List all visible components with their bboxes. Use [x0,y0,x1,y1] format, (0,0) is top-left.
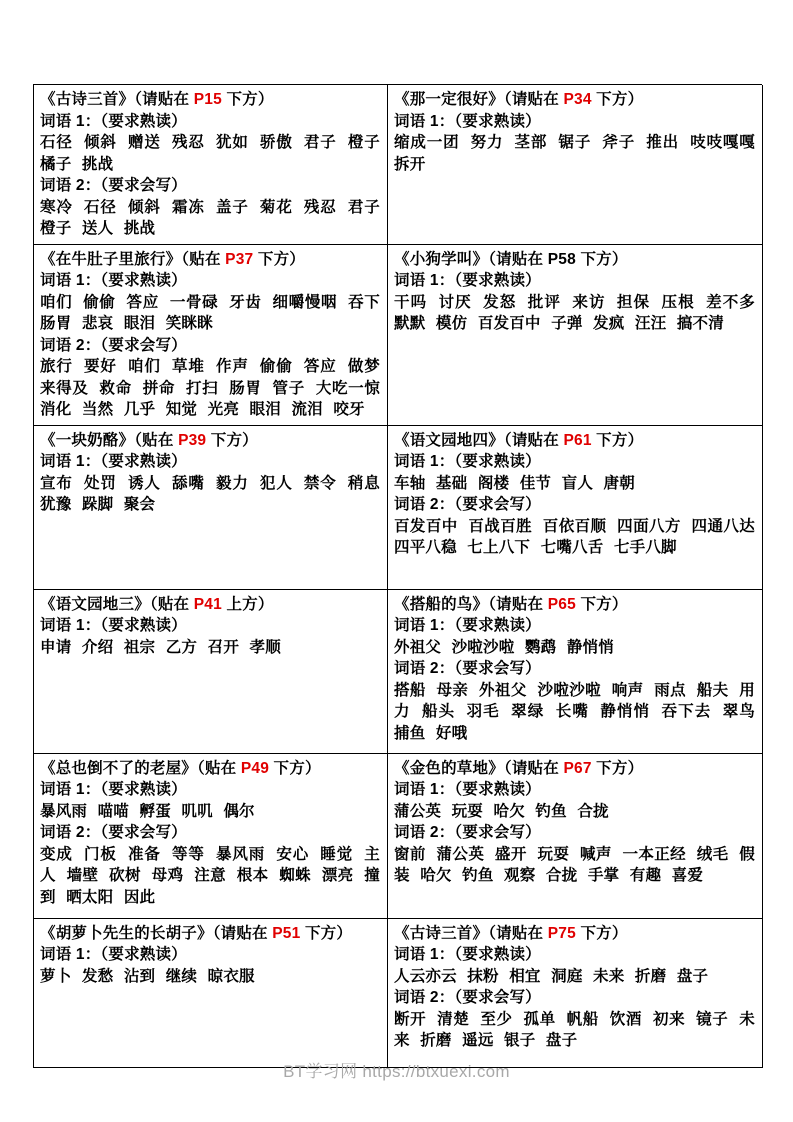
lesson-title-text: 《一块奶酪》（贴在 [40,431,179,449]
lesson-cell [34,426,388,590]
word-list: 蒲公英 玩耍 哈欠 钓鱼 合拢 [394,802,609,820]
word-list: 搭船 母亲 外祖父 沙啦沙啦 响声 雨点 船夫 用力 船头 羽毛 翠绿 长嘴 静悄悄 吞下去 翠鸟 捕鱼 好哦 [394,681,755,742]
watermark-footer [0,1057,793,1082]
lesson-title [40,430,380,452]
word-list-label: 词语 2：（要求会写） [394,496,541,513]
word-list-label: 词语 1：（要求熟读） [394,617,541,634]
lesson-title [394,249,755,271]
page-ref: P58 [547,250,576,268]
lesson-title-text: 《古诗三首》（请贴在 [40,91,194,108]
lesson-title-suffix: 下方） [575,924,628,942]
page-ref: P39 [178,431,207,449]
word-list: 萝卜 发愁 沾到 继续 晾衣服 [40,967,255,985]
lesson-title-suffix: 上方） [221,595,274,613]
lesson-title-suffix: 下方） [591,431,644,449]
page-ref: P75 [547,924,576,942]
lesson-title-suffix: 下方） [575,595,628,613]
page-ref: P61 [563,431,592,449]
lesson-cell [388,919,763,1068]
table-row [34,85,762,245]
lesson-cell [34,245,388,426]
lesson-cell [34,754,388,919]
lesson-title [40,89,380,111]
word-list-label: 词语 2：（要求会写） [40,336,187,354]
word-list-label: 词语 1：（要求熟读） [40,781,187,798]
lesson-title [394,923,755,945]
lesson-title [394,89,755,111]
word-list: 变成 门板 准备 等等 暴风雨 安心 睡觉 主人 墙壁 砍树 母鸡 注意 根本 蜘蛛 漂亮 撞到 晒太阳 因此 [40,845,380,906]
word-list-label: 词语 1：（要求熟读） [394,272,541,289]
page-ref: P65 [547,595,576,613]
page-ref: P49 [240,759,270,777]
lesson-title-text: 《语文园地四》（请贴在 [394,431,564,449]
lesson-title-text: 《语文园地三》（贴在 [40,595,194,613]
word-list: 旅行 要好 咱们 草堆 作声 偷偷 答应 做梦 来得及 救命 拼命 打扫 肠胃 管子 大吃一惊 消化 当然 几乎 知觉 光亮 眼泪 流泪 咬牙 [40,358,380,418]
word-list: 缩成一团 努力 茎部 锯子 斧子 推出 吱吱嘎嘎 拆开 [394,134,755,173]
word-list-label: 词语 2：（要求会写） [394,989,541,1006]
word-list-label: 词语 2：（要求会写） [394,660,541,677]
lesson-cell [388,426,763,590]
word-list-label: 词语 2：（要求会写） [40,824,187,841]
word-list-label: 词语 1：（要求熟读） [40,617,187,634]
page-ref: P15 [193,91,222,108]
word-list-label: 词语 1：（要求熟读） [394,453,541,470]
word-list: 暴风雨 喵喵 孵蛋 叽叽 偶尔 [40,802,255,820]
lesson-cell [388,754,763,919]
lesson-title-text: 《总也倒不了的老屋》（贴在 [40,759,241,777]
word-list: 申请 介绍 祖宗 乙方 召开 孝顺 [40,638,281,656]
lesson-title [40,249,380,271]
lesson-title [40,594,380,616]
word-list: 干吗 讨厌 发怒 批评 来访 担保 压根 差不多 默默 模仿 百发百中 子弹 发疯 汪汪 搞不清 [394,293,755,332]
word-list: 车轴 基础 阁楼 佳节 盲人 唐朝 [394,474,635,492]
word-list-label: 词语 1：（要求熟读） [394,781,541,798]
word-list: 石径 倾斜 赠送 残忍 犹如 骄傲 君子 橙子 橘子 挑战 [40,134,380,173]
word-list: 咱们 偷偷 答应 一骨碌 牙齿 细嚼慢咽 吞下 肠胃 悲哀 眼泪 笑眯眯 [40,293,380,332]
lesson-title-text: 《金色的草地》（请贴在 [394,759,564,777]
lesson-title-suffix: 下方） [591,91,644,108]
lesson-title-suffix: 下方） [221,91,274,108]
table-row [34,754,762,919]
word-list-label: 词语 1：（要求熟读） [40,946,187,963]
table-row [34,590,762,754]
lesson-title-suffix: 下方） [300,924,353,942]
lesson-title [40,923,380,945]
lesson-title-suffix: 下方） [206,431,258,449]
word-list-label: 词语 1：（要求熟读） [40,272,187,289]
word-list: 外祖父 沙啦沙啦 鹦鹉 静悄悄 [394,638,614,656]
word-list-label: 词语 1：（要求熟读） [40,112,187,130]
site-url: BT学习网 https://btxuexi.com [283,1062,510,1081]
lesson-title-suffix: 下方） [269,759,321,777]
page-ref: P51 [272,924,301,942]
lesson-title-text: 《那一定很好》（请贴在 [394,91,564,108]
word-table [33,84,762,1068]
lesson-title-suffix: 下方） [591,759,644,777]
lesson-title [40,758,380,780]
lesson-cell [388,85,763,245]
lesson-title-text: 《在牛肚子里旅行》（贴在 [40,250,226,268]
lesson-cell [34,85,388,245]
word-list: 人云亦云 抹粉 相宜 洞庭 未来 折磨 盘子 [394,967,709,985]
lesson-title [394,594,755,616]
table-row [34,245,762,426]
word-list: 百发百中 百战百胜 百依百顺 四面八方 四通八达 四平八稳 七上八下 七嘴八舌 七手八脚 [394,517,755,556]
word-list-label: 词语 1：（要求熟读） [40,453,187,470]
lesson-cell [34,590,388,754]
page-ref: P34 [563,91,592,108]
lesson-cell [388,245,763,426]
lesson-title-suffix: 下方） [575,250,628,268]
lesson-title-text: 《古诗三首》（请贴在 [394,924,548,942]
word-list: 宣布 处罚 诱人 舔嘴 毅力 犯人 禁令 稍息 犹豫 跺脚 聚会 [40,474,380,513]
lesson-title-text: 《小狗学叫》（请贴在 [394,250,548,268]
lesson-title-text: 《搭船的鸟》（请贴在 [394,595,548,613]
word-list: 窗前 蒲公英 盛开 玩耍 喊声 一本正经 绒毛 假装 哈欠 钓鱼 观察 合拢 手掌 有趣 喜爱 [394,845,755,884]
page-ref: P67 [563,759,592,777]
lesson-title-text: 《胡萝卜先生的长胡子》（请贴在 [40,924,273,942]
lesson-title [394,758,755,780]
lesson-cell [388,590,763,754]
word-list-label: 词语 1：（要求熟读） [394,112,541,130]
word-list-label: 词语 2：（要求会写） [394,824,541,841]
lesson-title-suffix: 下方） [253,250,305,268]
lesson-cell [34,919,388,1068]
lesson-title [394,430,755,452]
word-list: 断开 清楚 至少 孤单 帆船 饮酒 初来 镜子 未来 折磨 遥远 银子 盘子 [394,1010,755,1049]
table-row [34,426,762,590]
page-ref: P41 [193,595,222,613]
word-list-label: 词语 2：（要求会写） [40,177,187,194]
page-ref: P37 [225,250,254,268]
word-list: 寒冷 石径 倾斜 霜冻 盖子 菊花 残忍 君子 橙子 送人 挑战 [40,198,380,237]
word-list-label: 词语 1：（要求熟读） [394,946,541,963]
table-row [34,919,762,1068]
